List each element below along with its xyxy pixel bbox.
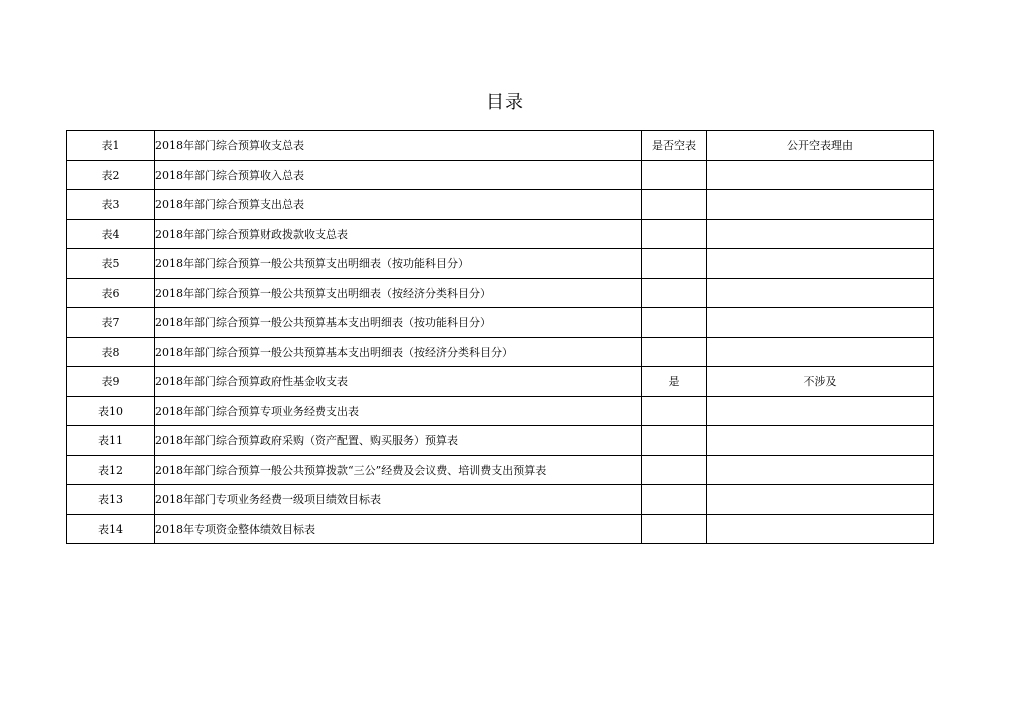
table-name-cell: 2018年部门综合预算一般公共预算支出明细表（按功能科目分） (155, 249, 642, 279)
is-empty-cell (642, 278, 707, 308)
table-row (67, 455, 934, 485)
is-empty-cell (642, 455, 707, 485)
table-number-cell: 表4 (67, 219, 155, 249)
is-empty-cell (642, 190, 707, 220)
table-number-cell: 表10 (67, 396, 155, 426)
table-number-cell: 表11 (67, 426, 155, 456)
empty-reason-cell: 不涉及 (707, 367, 934, 397)
empty-reason-cell (707, 308, 934, 338)
is-empty-cell (642, 485, 707, 515)
toc-body (67, 131, 934, 544)
table-row (67, 514, 934, 544)
table-number-cell: 表3 (67, 190, 155, 220)
table-name-cell: 2018年部门综合预算一般公共预算基本支出明细表（按经济分类科目分） (155, 337, 642, 367)
table-name-cell: 2018年部门综合预算专项业务经费支出表 (155, 396, 642, 426)
empty-reason-cell (707, 278, 934, 308)
table-number-cell: 表12 (67, 455, 155, 485)
is-empty-cell (642, 160, 707, 190)
table-name-cell: 2018年部门综合预算政府性基金收支表 (155, 367, 642, 397)
table-name-cell: 2018年部门综合预算支出总表 (155, 190, 642, 220)
table-row (67, 131, 934, 161)
empty-reason-cell (707, 337, 934, 367)
page-title: 目录 (486, 92, 524, 113)
table-name-cell: 2018年部门综合预算收入总表 (155, 160, 642, 190)
table-row (67, 190, 934, 220)
table-row (67, 308, 934, 338)
table-name-cell: 2018年部门综合预算一般公共预算支出明细表（按经济分类科目分） (155, 278, 642, 308)
table-row (67, 337, 934, 367)
table-name-cell: 2018年部门综合预算财政拨款收支总表 (155, 219, 642, 249)
is-empty-cell (642, 337, 707, 367)
empty-reason-cell (707, 190, 934, 220)
empty-reason-cell (707, 160, 934, 190)
empty-reason-cell (707, 485, 934, 515)
table-number-cell: 表2 (67, 160, 155, 190)
table-number-cell: 表6 (67, 278, 155, 308)
empty-reason-cell (707, 455, 934, 485)
table-row (67, 396, 934, 426)
is-empty-cell (642, 308, 707, 338)
empty-reason-cell: 公开空表理由 (707, 131, 934, 161)
is-empty-cell: 是否空表 (642, 131, 707, 161)
is-empty-cell (642, 219, 707, 249)
empty-reason-cell (707, 514, 934, 544)
table-row (67, 278, 934, 308)
table-row (67, 249, 934, 279)
table-number-cell: 表5 (67, 249, 155, 279)
empty-reason-cell (707, 249, 934, 279)
table-name-cell: 2018年专项资金整体绩效目标表 (155, 514, 642, 544)
is-empty-cell (642, 396, 707, 426)
table-number-cell: 表7 (67, 308, 155, 338)
table-row (67, 160, 934, 190)
table-row (67, 485, 934, 515)
table-row (67, 426, 934, 456)
table-name-cell: 2018年部门综合预算政府采购（资产配置、购买服务）预算表 (155, 426, 642, 456)
is-empty-cell: 是 (642, 367, 707, 397)
table-number-cell: 表8 (67, 337, 155, 367)
empty-reason-cell (707, 219, 934, 249)
table-number-cell: 表1 (67, 131, 155, 161)
table-name-cell: 2018年部门综合预算一般公共预算拨款“三公”经费及会议费、培训费支出预算表 (155, 455, 642, 485)
table-name-cell: 2018年部门专项业务经费一级项目绩效目标表 (155, 485, 642, 515)
is-empty-cell (642, 426, 707, 456)
table-name-cell: 2018年部门综合预算收支总表 (155, 131, 642, 161)
toc-table (66, 130, 934, 544)
table-number-cell: 表13 (67, 485, 155, 515)
is-empty-cell (642, 249, 707, 279)
is-empty-cell (642, 514, 707, 544)
table-row (67, 367, 934, 397)
table-number-cell: 表9 (67, 367, 155, 397)
empty-reason-cell (707, 396, 934, 426)
table-row (67, 219, 934, 249)
table-number-cell: 表14 (67, 514, 155, 544)
empty-reason-cell (707, 426, 934, 456)
table-name-cell: 2018年部门综合预算一般公共预算基本支出明细表（按功能科目分） (155, 308, 642, 338)
